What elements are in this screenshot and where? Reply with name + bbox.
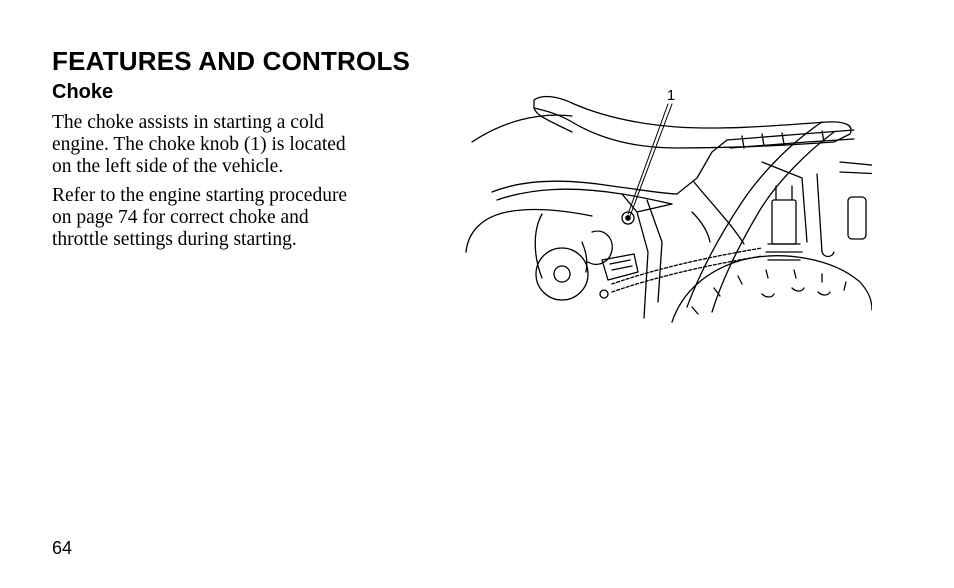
section-title: FEATURES AND CONTROLS (52, 46, 411, 76)
paragraph-line: on the left side of the vehicle. (52, 156, 284, 177)
engine-area (535, 214, 638, 300)
callout-label: 1 (666, 87, 676, 104)
paragraph-line: throttle settings during starting. (52, 229, 297, 250)
paragraph-line: Refer to the engine starting procedure (52, 185, 348, 206)
rear-fender (687, 122, 834, 312)
page-number: 64 (52, 538, 73, 558)
rear-shock (766, 186, 866, 260)
paragraph-line: The choke assists in starting a cold (52, 112, 324, 133)
paragraph-line: engine. The choke knob (1) is located (52, 134, 346, 155)
paragraph-line: on page 74 for correct choke and (52, 207, 309, 228)
choke-knob-illustration (462, 82, 872, 324)
side-panel (466, 115, 744, 252)
footpeg-bracket (637, 200, 710, 318)
choke-description-paragraph (52, 112, 422, 178)
rear-rack (727, 130, 872, 174)
starting-procedure-paragraph (52, 185, 422, 251)
seat-outline (534, 97, 851, 148)
sub-title: Choke (52, 81, 114, 103)
rear-tire (672, 256, 872, 322)
